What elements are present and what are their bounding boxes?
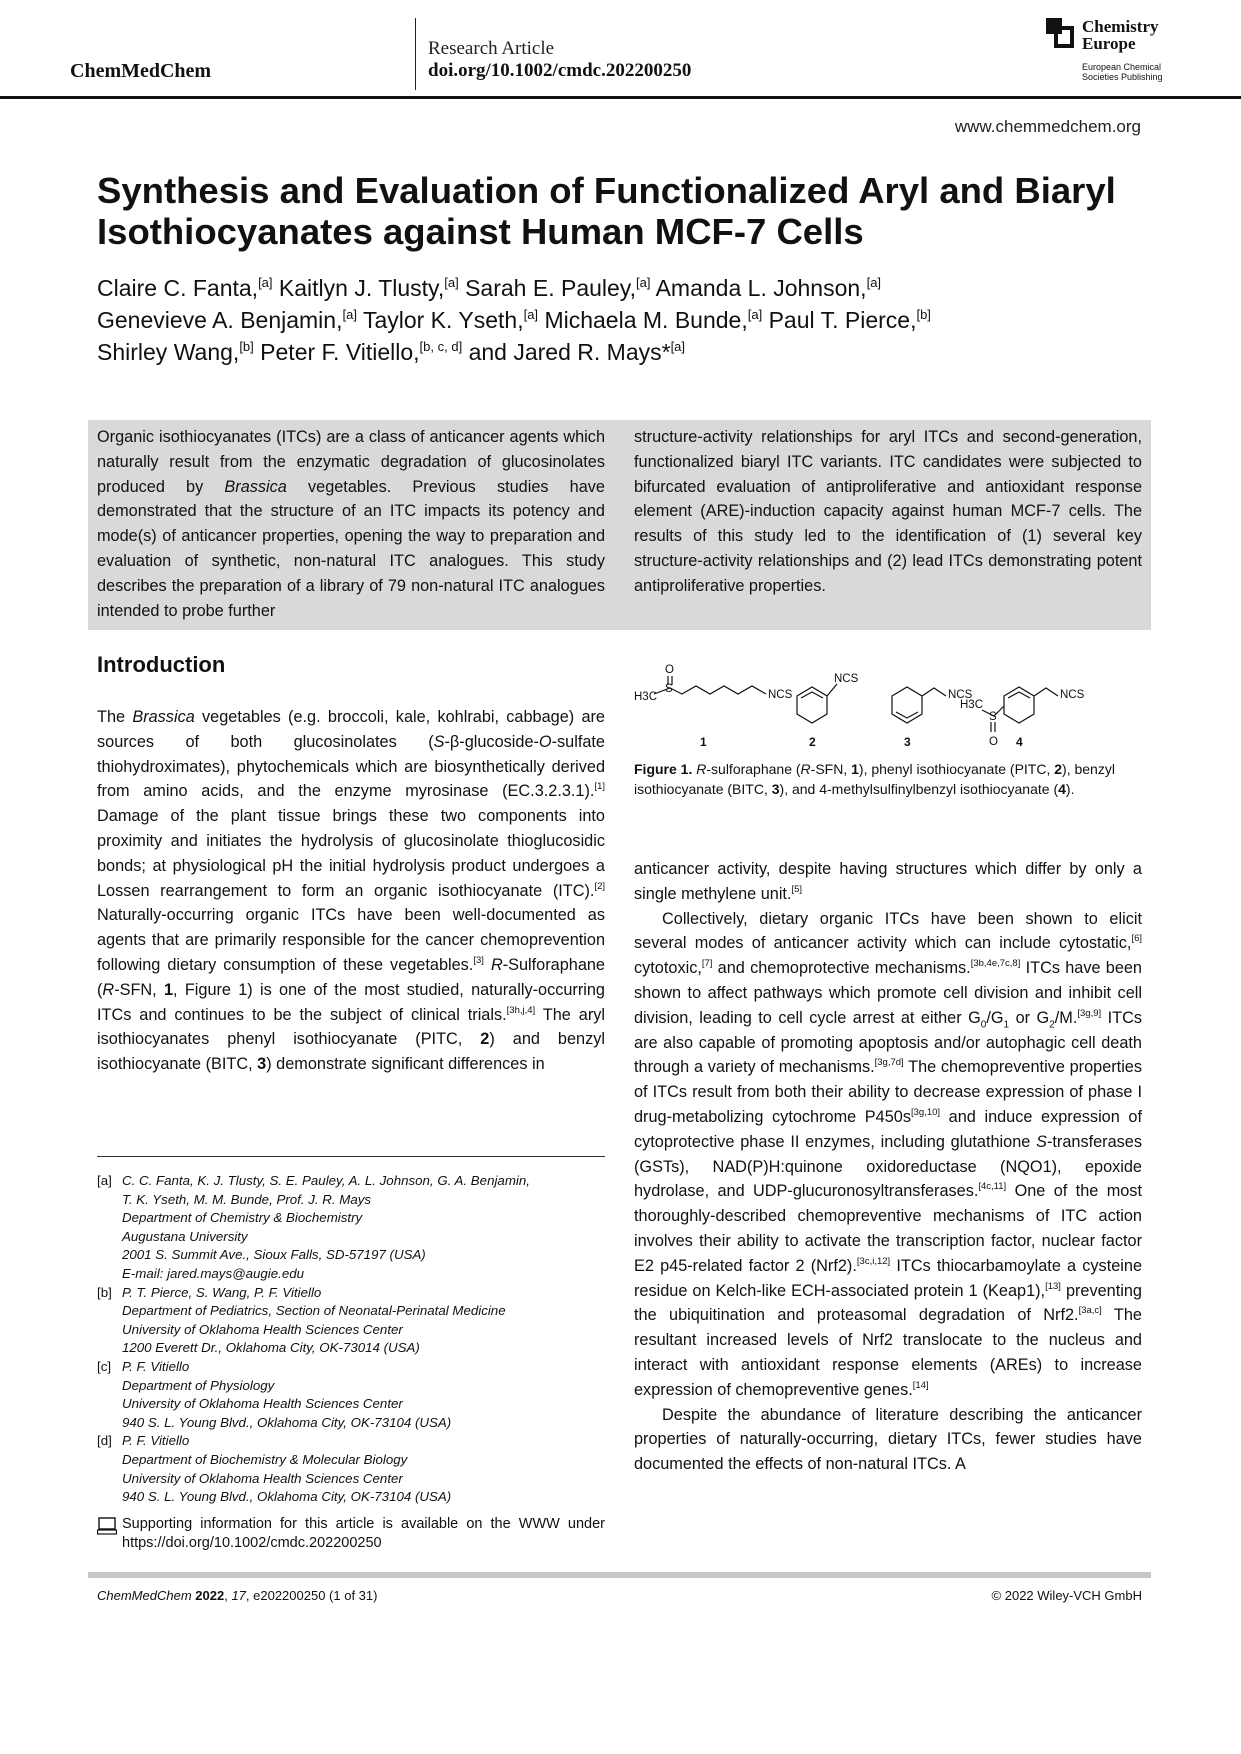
author: and Jared R. Mays* xyxy=(468,339,671,365)
chemistry-europe-logo-icon xyxy=(1046,18,1076,48)
author: Taylor K. Yseth, xyxy=(362,307,524,333)
author: Genevieve A. Benjamin, xyxy=(97,307,343,333)
publisher-logo-subtitle: European Chemical Societies Publishing xyxy=(1082,62,1163,82)
atom-s-label: S xyxy=(989,711,997,723)
author: Shirley Wang, xyxy=(97,339,240,365)
atom-o-label: O xyxy=(989,736,998,748)
abstract-left: Organic isothiocyanates (ITCs) are a class of anticancer agents which naturally result from the enzymatic degradation of glucosinolates produced by Brassica vegetables. Previous studies have demonstrated that the structure of an ITC impacts its potency and mode(s) of anticancer properties, opening the way to preparation and evaluation of synthetic, non-natural ITC analogues. This study describes the preparation of a library of 79 non-natural ITC analogues intended to probe further xyxy=(97,428,605,620)
author: Sarah E. Pauley, xyxy=(465,275,636,301)
supporting-info-text[interactable]: Supporting information for this article is available on the WWW under https://doi.org/10.1002/cmdc.202200250 xyxy=(122,1516,605,1551)
journal-website[interactable]: www.chemmedchem.org xyxy=(954,117,1141,136)
email-link[interactable]: E-mail: jared.mays@augie.edu xyxy=(122,1265,305,1281)
footer-bar xyxy=(88,1572,1151,1578)
supporting-information-note xyxy=(97,1515,605,1553)
author-list: Claire C. Fanta,[a] Kaitlyn J. Tlusty,[a] Sarah E. Pauley,[a] Amanda L. Johnson,[a] Genevieve A. Benjamin,[a] Taylor K. Yseth,[a] Michaela M. Bunde,[a] Paul T. Pierce,[b] Shirley Wang,[b] Peter F. Vitiello,[b, c, d] and Jared R. Mays*[a] xyxy=(97,275,931,365)
methyl-label: H3C xyxy=(634,691,658,703)
ncs-label: NCS xyxy=(948,689,973,701)
figure-1-caption: Figure 1. R-sulforaphane (R-SFN, 1), phenyl isothiocyanate (PITC, 2), benzyl isothiocyanate (BITC, 3), and 4-methylsulfinylbenzyl isothiocyanate (4). xyxy=(634,761,1115,797)
body-right-column: anticancer activity, despite having structures which differ by only a single methylene unit.[5] Collectively, dietary organic ITCs have been shown to elicit several modes of anticancer activity which can include cytostatic,[6] cytotoxic,[7] and chemoprotective mechanisms.[3b,4e,7c,8] ITCs have been shown to affect pathways which promote cell division and inhibit cell division, leading to cell cycle arrest at either $G_0/G_1$ or $G_2/M.[3g,9]$ ITCs are also capable of promoting apoptosis and/or autophagic cell death through a variety of mechanisms.[3g,7d] The chemopreventive properties of ITCs result from both their ability to decrease expression of phase I drug-metabolizing cytochrome P450s[3g,10] and induce expression of cytoprotective phase II enzymes, including glutathione S-transferases (GSTs), NAD(P)H:quinone oxidoreductase (NQO1), epoxide hydrolase, and UDP-glucuronosyltransferases.[4c,11] One of the most thoroughly-described chemopreventive mechanisms of ITC action involves their ability to activate the transcription factor, nuclear factor E2 p45-related factor 2 (Nrf2).[3c,i,12] ITCs thiocarbamoylate a cysteine residue on Kelch-like ECH-associated protein 1 (Keap1),[13] preventing the ubiquitination and proteasomal degradation of Nrf2.[3a,c] The resultant increased levels of Nrf2 translocate to the nucleus and interact with antioxidant response elements (AREs) to increase expression of chemopreventive genes.[14] Despite the abundance of literature describing the anticancer properties of naturally-occurring, dietary ITCs, fewer studies have documented the effects of non-natural ITCs. A xyxy=(634,860,1143,1474)
section-heading-introduction: Introduction xyxy=(97,652,226,677)
ncs-label: NCS xyxy=(834,673,859,685)
article-type: Research Article xyxy=(428,38,555,59)
journal-name: ChemMedChem xyxy=(70,60,212,82)
atom-o-label: O xyxy=(665,664,674,676)
header-divider xyxy=(415,18,416,90)
computer-icon xyxy=(97,1517,117,1535)
footer-citation: ChemMedChem 2022, 17, e202200250 (1 of 31) xyxy=(97,1588,378,1603)
author: Michaela M. Bunde, xyxy=(544,307,748,333)
header-rule xyxy=(0,96,1241,99)
article-title: Synthesis and Evaluation of Functionalized Aryl and Biaryl Isothiocyanates against Human MCF-7 Cells xyxy=(97,170,1116,252)
author: Peter F. Vitiello, xyxy=(260,339,420,365)
publisher-logo-text: Chemistry Europe xyxy=(1082,17,1159,53)
author: Paul T. Pierce, xyxy=(768,307,917,333)
ncs-label: NCS xyxy=(768,689,793,701)
footnote-rule xyxy=(97,1156,605,1157)
figure-1-structures xyxy=(634,654,1142,750)
author: Amanda L. Johnson, xyxy=(655,275,867,301)
footer-copyright: © 2022 Wiley-VCH GmbH xyxy=(991,1588,1142,1603)
affiliation-a: [a] C. C. Fanta, K. J. Tlusty, S. E. Pauley, A. L. Johnson, G. A. Benjamin, T. K. Yseth, M. M. Bunde, Prof. J. R. Mays Department of Chemistry & Biochemistry Augustana University 2001 S. Summit Ave., Sioux Falls, SD-57197 (USA) E-mail: jared.mays@augie.edu xyxy=(97,1172,605,1284)
compound-label: 3 xyxy=(904,735,911,749)
affiliation-d: [d] P. F. Vitiello Department of Biochemistry & Molecular Biology University of Oklahoma Health Sciences Center 940 S. L. Young Blvd., Oklahoma City, OK-73104 (USA) xyxy=(97,1433,452,1505)
affiliation-b: [b] P. T. Pierce, S. Wang, P. F. Vitiello Department of Pediatrics, Section of Neonatal-Perinatal Medicine University of Oklahoma Health Sciences Center 1200 Everett Dr., Oklahoma City, OK-73014 (USA) xyxy=(97,1284,506,1356)
ncs-label: NCS xyxy=(1060,689,1085,701)
compound-label: 4 xyxy=(1016,735,1023,749)
author: Kaitlyn J. Tlusty, xyxy=(278,275,445,301)
atom-s-label: S xyxy=(665,683,673,695)
compound-label: 2 xyxy=(809,735,816,749)
methyl-label: H3C xyxy=(960,699,984,711)
compound-label: 1 xyxy=(700,735,707,749)
doi-link[interactable]: doi.org/10.1002/cmdc.202200250 xyxy=(428,60,692,81)
affiliation-c: [c] P. F. Vitiello Department of Physiology University of Oklahoma Health Sciences Center 940 S. L. Young Blvd., Oklahoma City, OK-73104 (USA) xyxy=(97,1358,452,1430)
affiliations xyxy=(97,1172,605,1507)
author: Claire C. Fanta, xyxy=(97,275,259,301)
intro-paragraph: The Brassica vegetables (e.g. broccoli, kale, kohlrabi, cabbage) are sources of both glucosinolates (S-β-glucoside-O-sulfate thiohydroximates), phytochemicals which are biosynthetically derived from amino acids, and the enzyme myrosinase (EC.3.2.3.1).[1] Damage of the plant tissue brings these two components into proximity and initiates the hydrolysis of glucosinolate thioglucosidic bonds; at physiological pH the initial hydrolysis product undergoes a Lossen rearrangement to form an organic isothiocyanate (ITC).[2] Naturally-occurring organic ITCs have been well-documented as agents that are primarily responsible for the cancer chemoprevention following dietary consumption of these vegetables.[3] R-Sulforaphane (R-SFN, 1, Figure 1) is one of the most studied, naturally-occurring ITCs and continues to be the subject of clinical trials.[3h,j,4] The aryl isothiocyanates phenyl isothiocyanate (PITC, 2) and benzyl isothiocyanate (BITC, 3) demonstrate significant differences in xyxy=(97,708,605,1074)
abstract-right: structure-activity relationships for aryl ITCs and second-generation, functionalized biaryl ITC variants. ITC candidates were subjected to bifurcated evaluation of antiproliferative and antioxidant response element (ARE)-induction capacity against human MCF-7 cells. The results of this study led to the identification of (1) several key structure-activity relationships and (2) lead ITCs demonstrating potent antiproliferative properties. xyxy=(634,428,1142,595)
